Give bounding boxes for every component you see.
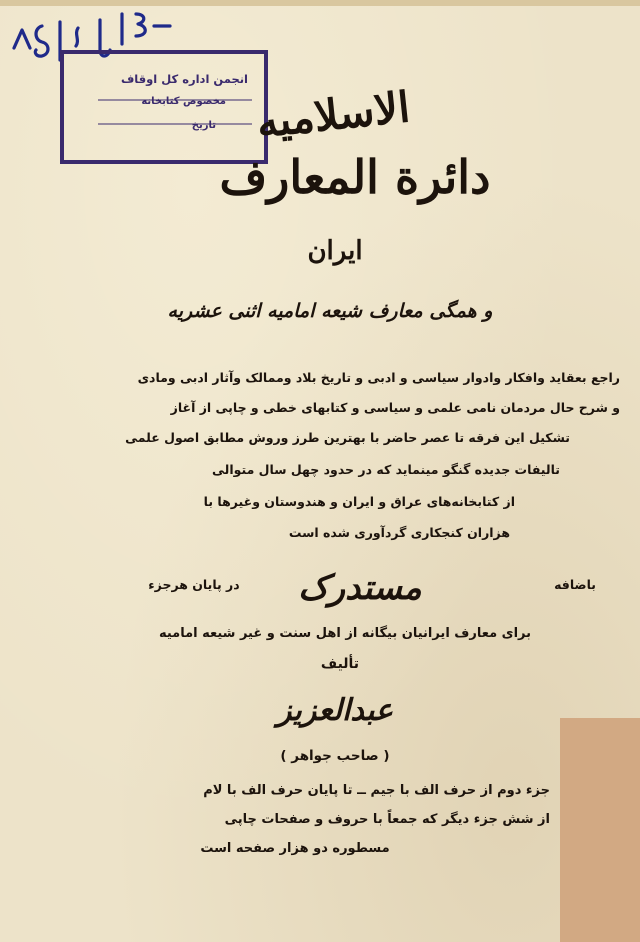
- volume-line-1: جزء دوم از حرف الف با جیم ــ تا پایان حرف الف با لام: [203, 783, 550, 798]
- tape-patch: [560, 718, 640, 942]
- description-line: و شرح حال مردمان نامی علمی و سیاسی و کتابهای خطی و چاپی از آغاز: [170, 400, 620, 415]
- volume-line-2: از شش جزء دیگر که جمعاً با حروف و صفحات چاپی: [224, 812, 550, 827]
- country-heading: ایران: [307, 236, 363, 266]
- addendum-title: مستدرک: [298, 568, 422, 608]
- description-line: راجع بعقاید وافکار وادوار سیاسی و ادبی و تاریخ بلاد وممالک وآثار ادبی ومادی: [137, 370, 620, 385]
- title-line-1: الاسلامیه: [254, 82, 413, 148]
- addendum-suffix: در پایان هرجزء: [148, 577, 240, 592]
- title-line-2: دائرة المعارف: [219, 150, 491, 204]
- volume-line-3: مسطوره دو هزار صفحه است: [200, 841, 390, 856]
- stamp-line-2: مخصوص کتابخانه: [141, 96, 226, 107]
- description-line: هزاران کنجکاری گردآوری شده است: [288, 525, 510, 540]
- stamp-line-3: تاریخ: [191, 120, 216, 131]
- addendum-prefix: باضافه: [554, 577, 596, 592]
- description-line: تشکیل این فرقه تا عصر حاضر با بهترین طرز وروش مطابق اصول علمی: [125, 430, 570, 445]
- author-label: تألیف: [320, 656, 360, 672]
- author-title: ( صاحب جواهر ): [280, 748, 390, 764]
- description-line: از کتابخانه‌های عراق و ایران و هندوستان وغیرها با: [203, 494, 515, 509]
- addendum-description: برای معارف ایرانیان بیگانه از اهل سنت و غیر شیعه امامیه: [158, 626, 532, 641]
- author-name: عبدالعزیز: [276, 693, 394, 728]
- description-line: تالیفات جدیده گنگو مینماید که در حدود چهل سال متوالی: [212, 462, 560, 477]
- library-stamp: [58, 48, 270, 166]
- subtitle: و همگی معارف شیعه امامیه اثنی عشریه: [167, 300, 493, 322]
- stamp-line-1: انجمن اداره کل اوقاف: [120, 72, 248, 86]
